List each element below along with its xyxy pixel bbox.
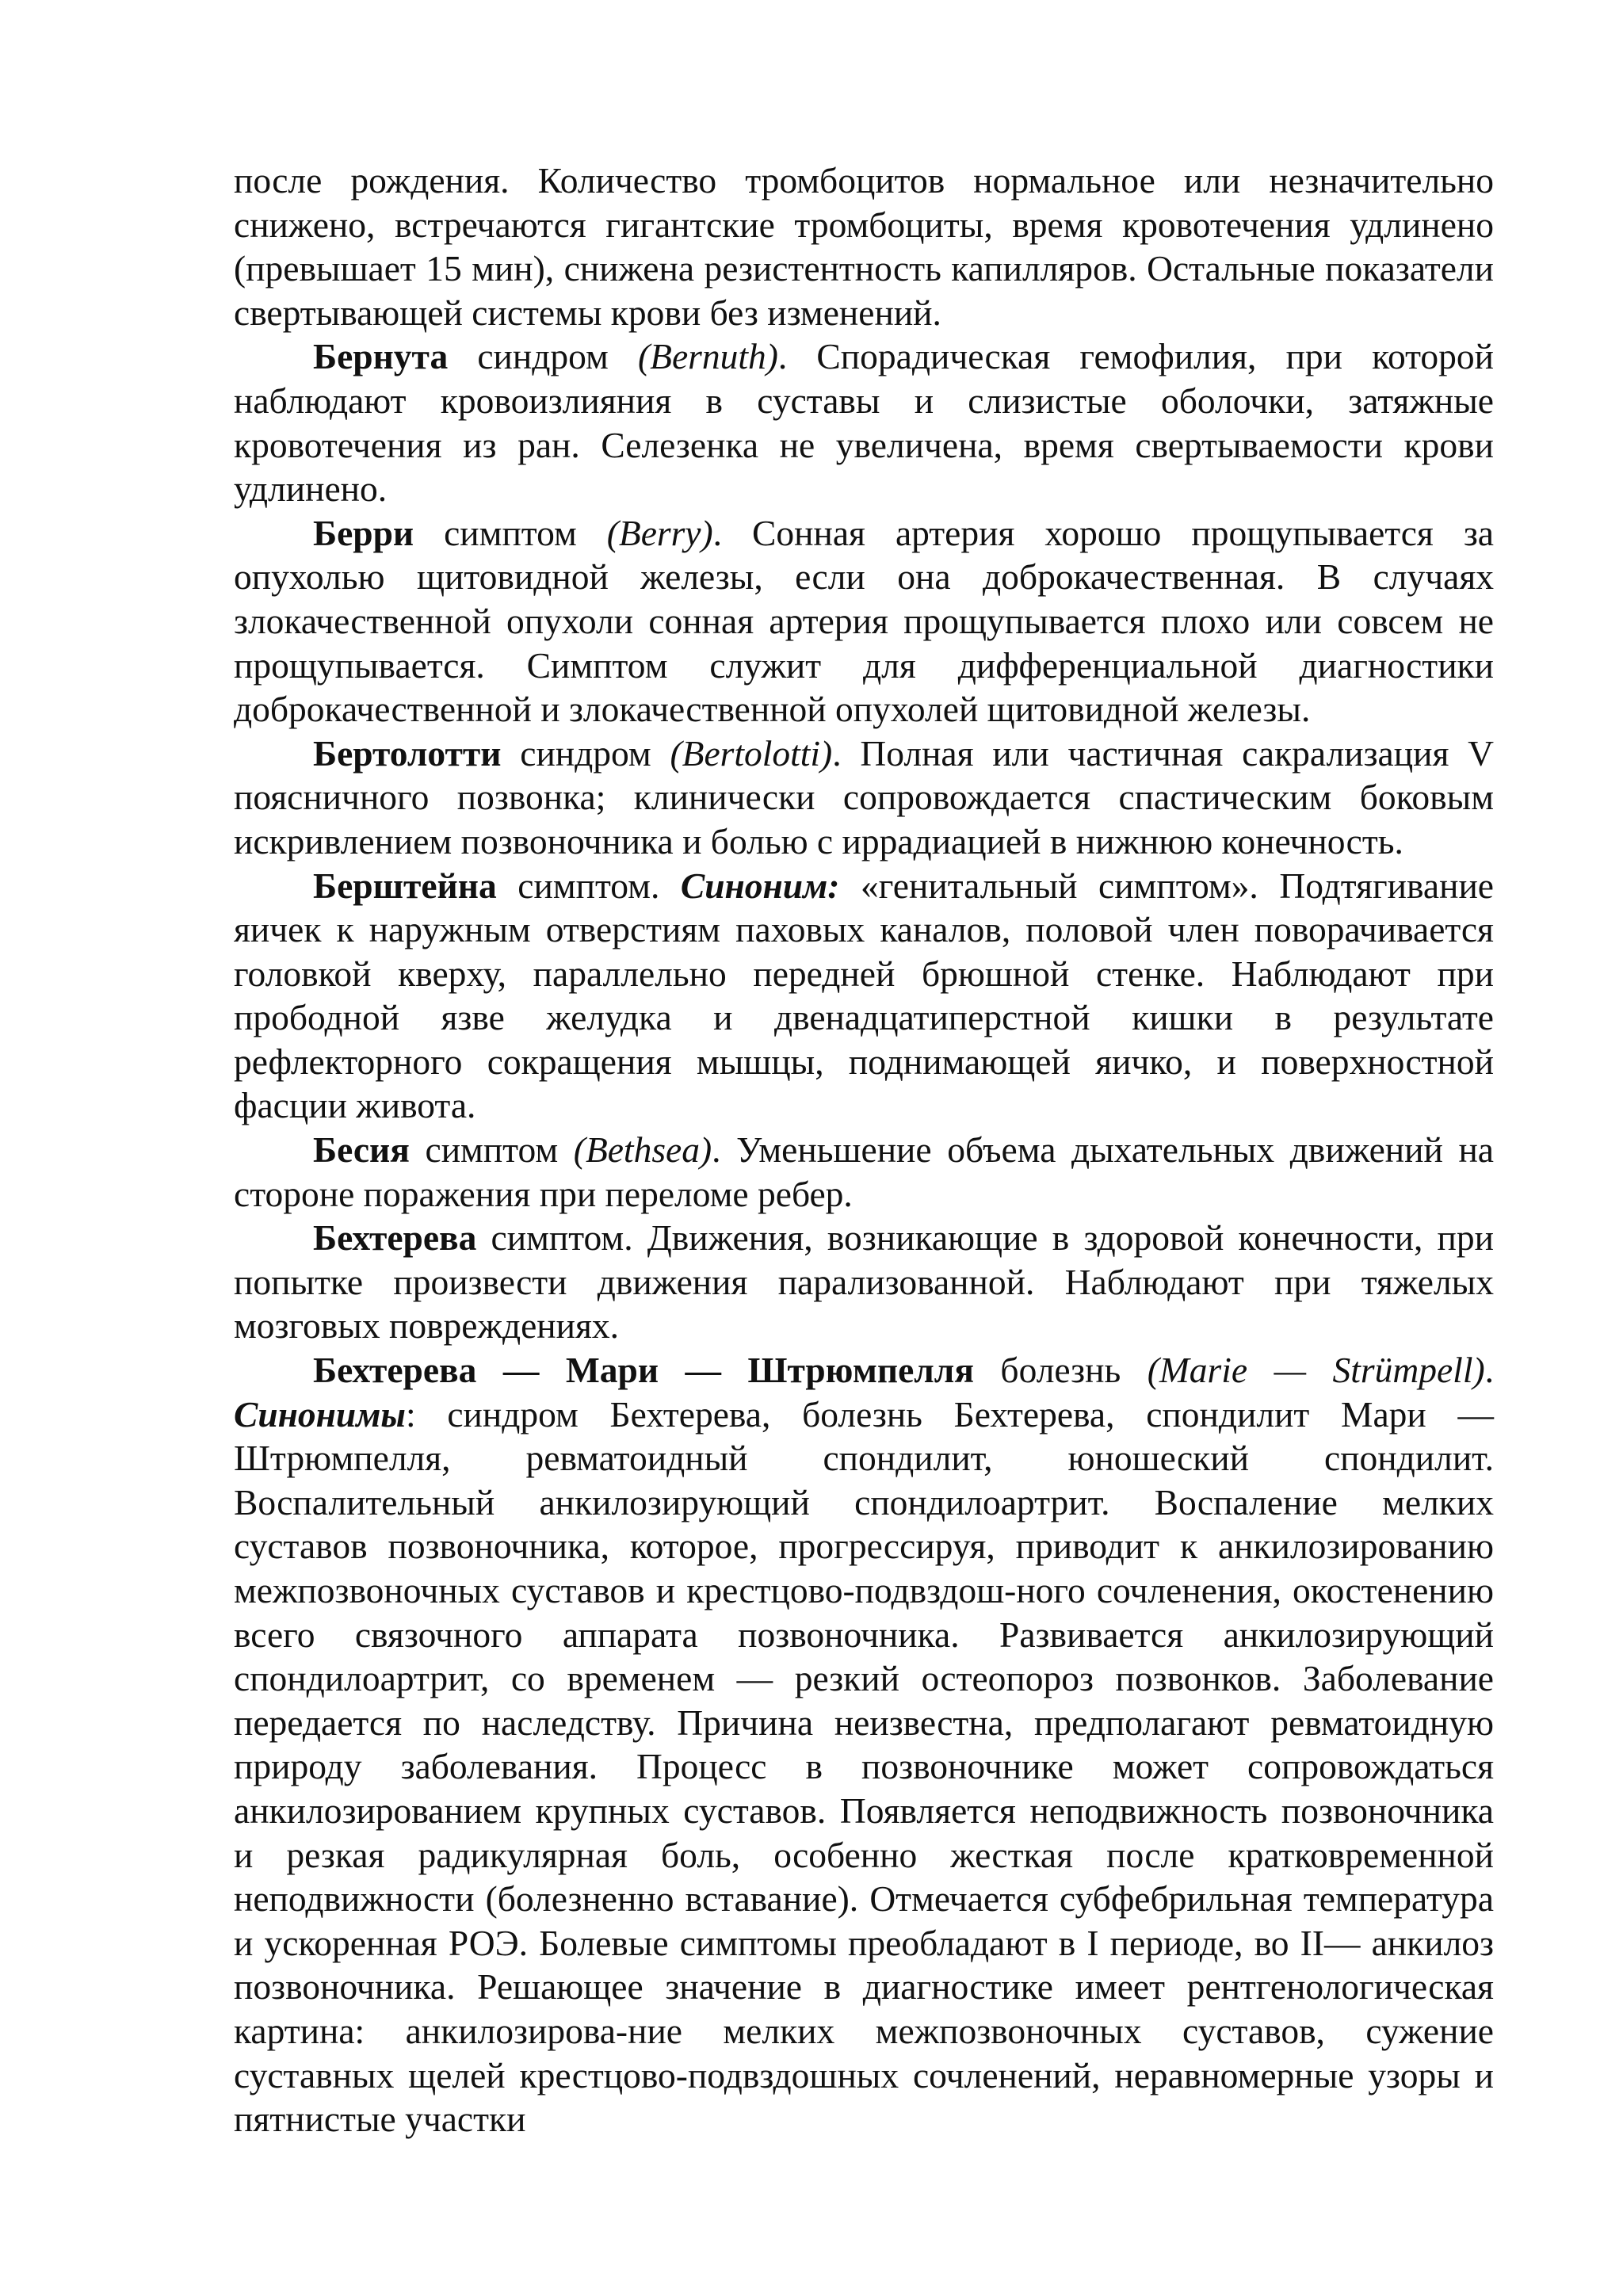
entry-text: . Движения, возникающие в здоровой конечности, при попытке произвести движения парализованной. Наблюдают при тяжелых мозговых повреждениях. <box>234 1217 1494 1347</box>
entry-latin: (Bertolotti) <box>670 732 833 774</box>
entry-term: Бернута <box>313 336 449 377</box>
entry-kind: симптом <box>476 1217 624 1259</box>
entry-after-latin: . <box>1484 1350 1494 1391</box>
entry-text: «генитальный симптом». Подтягивание яичек к наружным отверстиям паховых каналов, половой член поворачивается головкой кверху, параллельно передней брюшной стенке. Наблюдают при прободной язве желудка и двенадцатиперстной кишки в результате рефлекторного сокращения мышцы, поднимающей яичко, и поверхностной фасции живота. <box>234 865 1494 1126</box>
entry-berry <box>234 511 1494 732</box>
entry-kind: симптом <box>414 512 607 553</box>
entry-term: Бехтерева — Мари — Штрюмпелля <box>313 1350 974 1391</box>
entry-latin: (Marie — Strümpell) <box>1147 1350 1485 1391</box>
entry-term: Бертолотти <box>313 732 502 774</box>
entry-term: Берштейна <box>313 865 497 906</box>
entry-synonym-label: Синонимы <box>234 1393 406 1435</box>
entry-term: Бехтерева <box>313 1217 477 1259</box>
intro-paragraph: после рождения. Количество тромбоцитов нормальное или незначительно снижено, встречаются гигантские тромбоциты, время кровотечения удлинено (превышает 15 мин), снижена резистентность капилляров. Остальные показатели свертывающей системы крови без изменений. <box>234 160 1494 333</box>
entry-text: . Спорадическая гемофилия, при которой наблюдают кровоизлияния в суставы и слизистые оболочки, затяжные кровотечения из ран. Селезенка не увеличена, время свертываемости крови удлинено. <box>234 336 1494 510</box>
entry-latin: (Berry) <box>606 512 713 553</box>
entry-kind: синдром <box>501 732 670 774</box>
entry-text: . Полная или частичная сакрализация V поясничного позвонка; клинически сопровождается спастическим боковым искривлением позвоночника и болью с иррадиацией в нижнюю конечность. <box>234 732 1494 861</box>
entry-text: : синдром Бехтерева, болезнь Бехтерева, спондилит Мари — Штрюмпелля, ревматоидный спондилит, юношеский спондилит. Воспалительный анкилозирующий спондилоартрит. Воспаление мелких суставов позвоночника, которое, прогрессируя, приводит к анкилозированию межпозвоночных суставов и крестцово-подвздош-ного сочленения, окостенению всего связочного аппарата позвоночника. Развивается анкилозирующий спондилоартрит, со временем — резкий остеопороз позвонков. Заболевание передается по наследству. Причина неизвестна, предполагают ревматоидную природу заболевания. Процесс в позвоночнике может сопровождаться анкилозированием крупных суставов. Появляется неподвижность позвоночника и резкая радикулярная боль, особенно жесткая после кратковременной неподвижности (болезненно вставание). Отмечается субфебрильная температура и ускоренная РОЭ. Болевые симптомы преобладают в I периоде, во II— анкилоз позвоночника. Решающее значение в диагностике имеет рентгенологическая картина: анкилозирова-ние мелких межпозвоночных суставов, сужение суставных щелей крестцово-подвздошных сочленений, неравномерные узоры и пятнистые участки <box>234 1393 1494 2140</box>
entry-bethsea <box>234 1128 1494 1216</box>
entry-term: Бесия <box>313 1129 410 1171</box>
entry-text: . Сонная артерия хорошо прощупывается за опухолью щитовидной железы, если она доброкачественная. В случаях злокачественной опухоли сонная артерия прощупывается плохо или совсем не прощупывается. Симптом служит для дифференциальной диагностики доброкачественной и злокачественной опухолей щитовидной железы. <box>234 512 1494 730</box>
entry-synonym-label: Синоним: <box>680 865 840 906</box>
entry-latin: (Bernuth) <box>638 336 778 377</box>
entry-bekhterev-marie-strumpell <box>234 1348 1494 2141</box>
entry-bekhterev-symptom <box>234 1216 1494 1348</box>
entry-latin: (Bethsea) <box>573 1129 712 1171</box>
entry-kind: болезнь <box>973 1350 1148 1391</box>
entry-term: Берри <box>313 512 414 553</box>
entry-bernuth <box>234 334 1494 510</box>
entry-kind: симптом. <box>496 865 681 906</box>
entry-kind: синдром <box>448 336 638 377</box>
entry-kind: симптом <box>409 1129 574 1171</box>
entry-bershtein <box>234 864 1494 1129</box>
document-page <box>234 159 1494 2141</box>
entry-bertolotti <box>234 732 1494 864</box>
entry-text: . Уменьшение объема дыхательных движений на стороне поражения при переломе ребер. <box>234 1129 1495 1214</box>
